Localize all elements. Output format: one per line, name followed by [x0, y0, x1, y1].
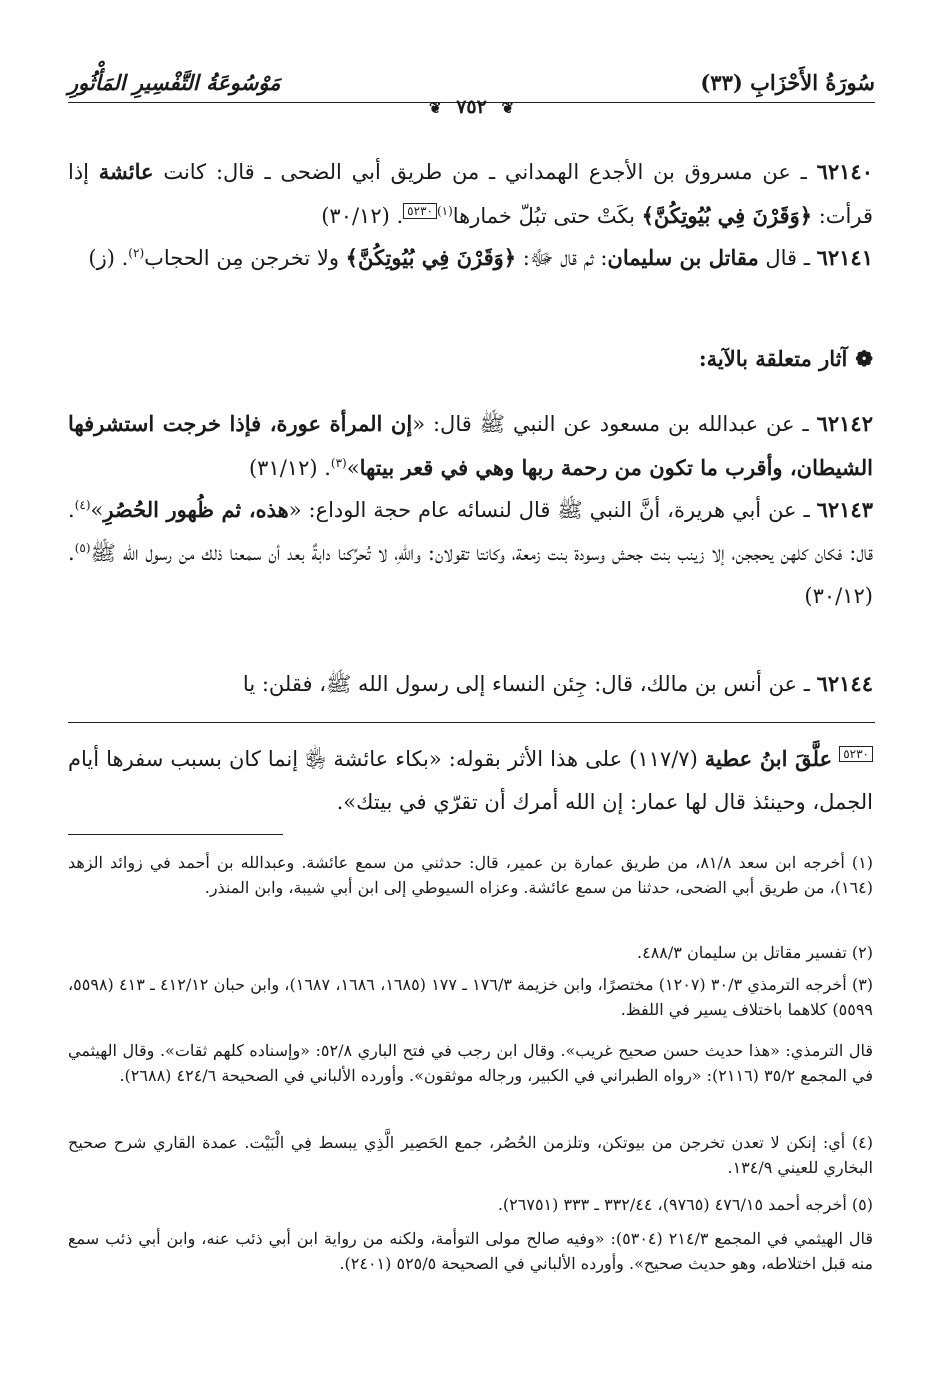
narration-text: ـ عن أبي هريرة، أنَّ النبي ﷺ قال لنسائه عام حجة الوداع: «	[288, 498, 817, 522]
ornament-icon: ❦	[428, 99, 442, 117]
hadith-text: هذه، ثم ظُهور الحُصُرِ	[103, 497, 289, 522]
comment-rule	[68, 722, 875, 723]
volume-reference: . (٣٠/١٢)	[68, 541, 873, 608]
volume-reference: . (ز)	[88, 246, 129, 270]
footnote-2: (٢) تفسير مقاتل بن سليمان ٤٨٨/٣.	[637, 943, 873, 962]
page-number: ٧٥٢	[456, 96, 487, 118]
comment-reference-box: ٥٢٣٠	[839, 746, 873, 762]
quran-verse: ﴿وَقَرْنَ فِي بُيُوتِكُنَّ﴾	[345, 245, 517, 270]
narration-62142	[68, 402, 873, 490]
narration-62143	[68, 488, 873, 618]
narration-text: ـ عن عبدالله بن مسعود عن النبي ﷺ قال: «	[412, 412, 817, 436]
section-title: آثار متعلقة بالآية:	[698, 346, 848, 371]
narration-62144	[68, 662, 873, 706]
hadith-text: إن المرأة عورة، فإذا خرجت استشرفها الشيطان، وأقرب ما تكون من رحمة ربها وهي في قعر بيتها	[68, 411, 873, 480]
footnote-marker: (٣)	[330, 456, 347, 470]
narration-text: . قال: فكان كلهن يحججن، إلا زينب بنت جحش وسودة بنت زمعة، وكانتا تقولان: واللهِ، لا تُحرِّكنا دابةٌ بعد أن سمعنا ذلك من رسول الله ﷺ	[68, 498, 873, 565]
narrator-name: مقاتل بن سليمان	[607, 245, 759, 270]
comment-reference-box: ٥٢٣٠	[403, 203, 437, 219]
footnote-4: (٤) أي: إنكن لا تعدن تخرجن من بيوتكن، وتلزمن الحُصُر، جمع الحَصِير الَّذِي يبسط فِي الْبَيْت. عمدة القاري شرح صحيح البخاري للعيني ١٣٤/٩.	[68, 1133, 873, 1177]
narration-text: ـ عن أنس بن مالك، قال: جِئن النساء إلى رسول الله ﷺ، فقلن: يا	[242, 672, 817, 696]
quran-verse: ﴿وَقَرْنَ فِي بُيُوتِكُنَّ﴾	[641, 203, 813, 228]
narration-text: ـ قال	[758, 246, 817, 270]
footnote-rule	[68, 834, 283, 835]
narrator-name: عائشة	[98, 159, 154, 184]
footnote-3-continued: قال الترمذي: «هذا حديث حسن صحيح غريب». وقال ابن رجب في فتح الباري ٥٢/٨: «وإسناده كلهم ثقات». وقال الهيثمي في المجمع ٣٥/٢ (٢١١٦): «رواه الطبراني في الكبير، ورجاله موثقون». وأورده الألباني في الصحيحة ٤٢٤/٦ (٢٦٨٨).	[68, 1041, 873, 1085]
commentary-5230	[68, 737, 873, 824]
footnote-5-continued: قال الهيثمي في المجمع ٢١٤/٣ (٥٣٠٤): «وفيه صالح مولى التوأمة، ولكنه من رواية ابن أبي ذئب عنه، وابن أبي ذئب سمع منه قبل اختلاطه، وهو حديث صحيح». وأورده الألباني في الصحيحة ٥٢٥/٥ (٢٤٠١).	[68, 1229, 874, 1273]
flower-icon: ❁	[855, 346, 873, 371]
narration-text: بكَتْ حتى تبُلّ خمارها	[452, 204, 642, 228]
footnote-marker: (٢)	[128, 246, 145, 260]
footnote-3: (٣) أخرجه الترمذي ٣٠/٣ (١٢٠٧) مختصرًا، وابن خزيمة ١٧٦/٣ ـ ١٧٧ (١٦٨٥، ١٦٨٦، ١٦٨٧)، وابن حبان ٤١٢/١٢ ـ ٤١٣ (٥٥٩٨، ٥٥٩٩) كلاهما باختلاف يسير في اللفظ.	[68, 975, 874, 1019]
footnote-marker: (٤)	[74, 498, 91, 512]
narration-number: ٦٢١٤٣	[816, 497, 873, 522]
footnote-5: (٥) أخرجه أحمد ٤٧٦/١٥ (٩٧٦٥)، ٣٣٢/٤٤ ـ ٣٣٣ (٢٦٧٥١).	[497, 1195, 873, 1214]
footnote-marker: (١)	[436, 204, 453, 218]
narration-text: »	[90, 498, 104, 522]
narration-text: ولا تخرجن مِن الحجاب	[144, 246, 346, 270]
narration-number: ٦٢١٤١	[816, 245, 873, 270]
narration-text: ـ عن مسروق بن الأجدع الهمداني ـ من طريق أبي الضحى ـ قال: كانت	[153, 160, 817, 184]
footnote-marker: (٥)	[74, 541, 91, 555]
surah-title: سُورَةُ الأَحْزَابِ (٣٣)	[700, 70, 875, 95]
ornament-icon: ❦	[501, 99, 515, 117]
page-number-row	[0, 96, 943, 118]
commentary-text: (١١٧/٧) على هذا الأثر بقوله: «بكاء عائشة ﵂ إنما كان بسبب سفرها أيام الجمل، وحينئذ قال لها عمار: إن الله أمرك أن تقرّي في بيتك».	[68, 747, 873, 814]
narration-62141	[68, 236, 873, 280]
volume-reference: . (٣١/١٢)	[248, 456, 331, 480]
book-title: مَوْسُوعَةُ التَّفْسِيرِ المَأْثُورِ	[68, 70, 281, 95]
commentator-name: علَّقَ ابنُ عطية	[704, 746, 833, 771]
narration-text: »	[346, 456, 360, 480]
footnote-1: (١) أخرجه ابن سعد ٨١/٨، من طريق عمارة بن عمير، قال: حدثني من سمع عائشة. وعبدالله بن أحمد في زوائد الزهد (١٦٤)، من طريق أبي الضحى، حدثنا من سمع عائشة. وعزاه السيوطي إلى ابن أبي شيبة، وابن المنذر.	[68, 853, 874, 897]
narration-text: إذا قرأت:	[68, 160, 873, 228]
section-heading	[699, 346, 873, 371]
narration-text: : ثم قال ﷻ:	[516, 246, 608, 270]
narration-number: ٦٢١٤٤	[816, 671, 873, 696]
narration-number: ٦٢١٤٢	[816, 411, 873, 436]
narration-number: ٦٢١٤٠	[816, 159, 873, 184]
volume-reference: . (٣٠/١٢)	[321, 204, 404, 228]
narration-62140	[68, 150, 873, 238]
